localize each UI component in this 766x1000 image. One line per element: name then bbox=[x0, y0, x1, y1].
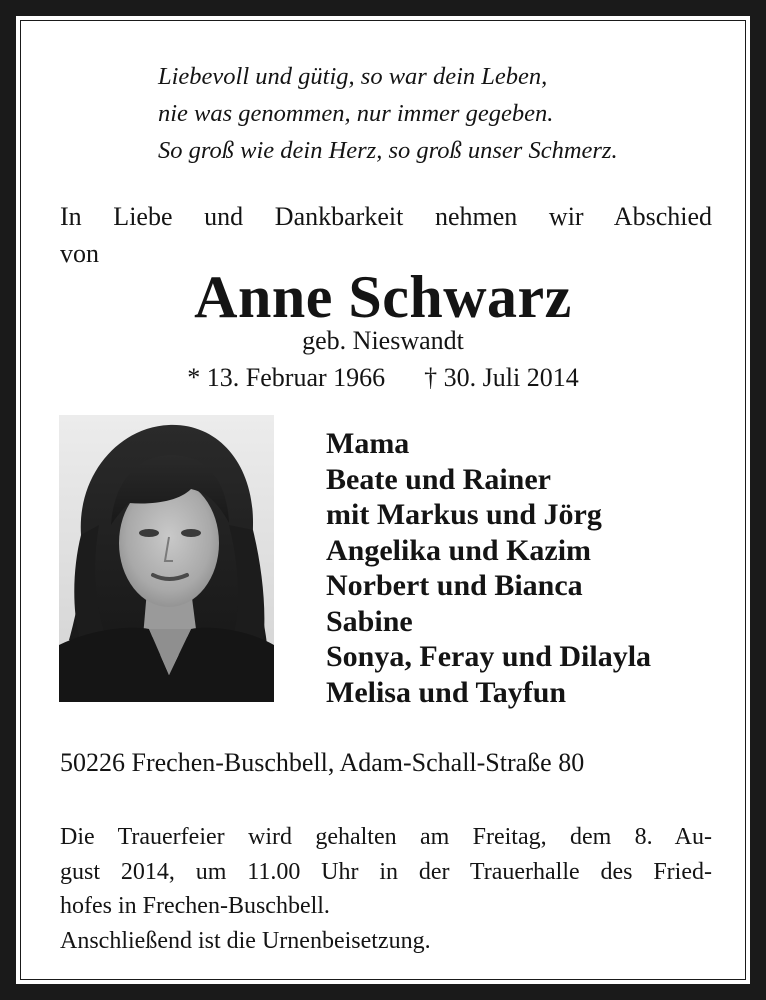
mourner-name: Angelika und Kazim bbox=[326, 533, 592, 567]
ceremony-line: Die Trauerfeier wird gehalten am Freitag, dem 8. Au- bbox=[60, 824, 712, 850]
ceremony-line: hofes in Frechen-Buschbell. bbox=[60, 893, 330, 919]
mourner-name: Sonya, Feray und Dilayla bbox=[326, 640, 652, 673]
life-dates bbox=[0, 361, 766, 395]
portrait-illustration bbox=[59, 415, 274, 702]
intro-line: von bbox=[60, 239, 99, 268]
ceremony-line: gust 2014, um 11.00 Uhr in der Trauerhalle des Fried- bbox=[60, 858, 712, 885]
farewell-intro bbox=[60, 198, 712, 272]
mourner-name: Mama bbox=[326, 427, 410, 460]
mourner-name: mit Markus und Jörg bbox=[326, 498, 602, 531]
ceremony-line: Anschließend ist die Urnenbeisetzung. bbox=[60, 927, 431, 954]
mourner-name: Norbert und Bianca bbox=[326, 569, 583, 602]
deceased-name: Anne Schwarz bbox=[194, 264, 572, 330]
mourners-list bbox=[326, 426, 726, 710]
maiden-name: geb. Nieswandt bbox=[302, 326, 464, 355]
mourner-name: Sabine bbox=[326, 604, 413, 638]
poem-line: nie was genommen, nur immer gegeben. bbox=[158, 100, 554, 127]
mourner-name: Beate und Rainer bbox=[326, 462, 551, 496]
address: 50226 Frechen-Buschbell, Adam-Schall-Straße 80 bbox=[60, 748, 585, 777]
poem-line: Liebevoll und gütig, so war dein Leben, bbox=[158, 63, 548, 90]
death-date: † 30. Juli 2014 bbox=[424, 363, 579, 392]
portrait-photo bbox=[59, 415, 274, 702]
birth-date: * 13. Februar 1966 bbox=[187, 363, 386, 392]
ceremony-notice bbox=[60, 820, 712, 958]
memorial-poem bbox=[158, 58, 728, 169]
mourner-name: Melisa und Tayfun bbox=[326, 675, 567, 709]
poem-line: So groß wie dein Herz, so groß unser Schmerz. bbox=[158, 137, 618, 164]
intro-line: In Liebe und Dankbarkeit nehmen wir Abschied bbox=[60, 202, 712, 231]
